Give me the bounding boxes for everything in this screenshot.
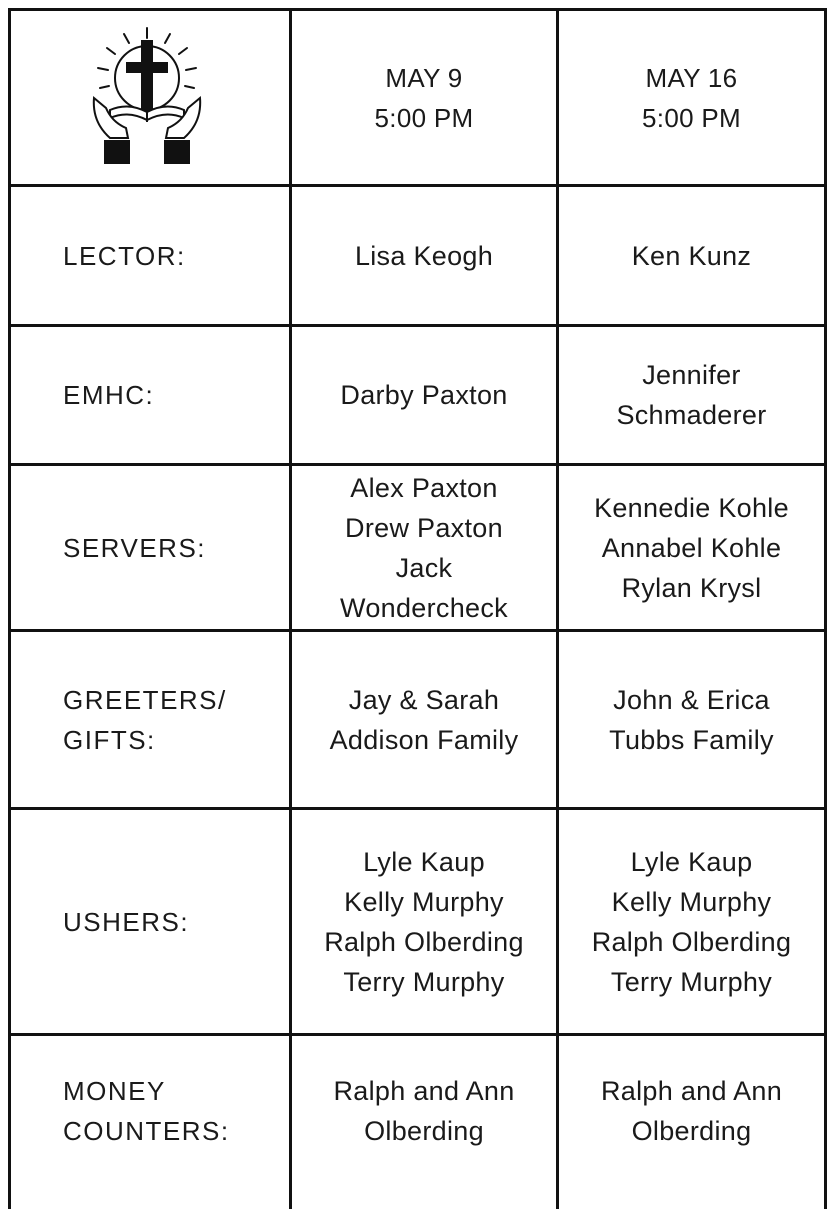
name-text: Ralph Olberding	[591, 926, 792, 957]
row-label-lector	[11, 187, 289, 324]
name-text: Olberding	[364, 1116, 484, 1146]
label-text: GREETERS/	[63, 684, 227, 715]
emhc-may9	[292, 327, 556, 463]
servers-may9	[292, 466, 556, 629]
row-label-greeters-gifts	[11, 632, 289, 807]
name-text: Terry Murphy	[343, 966, 505, 997]
row-label-servers	[11, 466, 289, 629]
ushers-may9	[292, 810, 556, 1033]
name-text: Darby Paxton	[340, 380, 508, 410]
name-text: Ralph and Ann	[333, 1076, 515, 1106]
name-text: Jay & Sarah	[348, 684, 500, 715]
name-text: Lyle Kaup	[363, 846, 485, 877]
row-label-money-counters	[11, 1036, 289, 1186]
label-text: GIFTS:	[63, 724, 156, 755]
header-time: 5:00 PM	[374, 102, 474, 133]
name-text: Rylan Krysl	[621, 572, 762, 603]
header-may9	[292, 11, 556, 184]
emhc-may16	[559, 327, 824, 463]
servers-may16	[559, 466, 824, 629]
name-text: Kelly Murphy	[611, 886, 772, 917]
name-text: Jack	[395, 552, 453, 583]
name-text: Alex Paxton	[350, 472, 498, 503]
name-text: Olberding	[631, 1116, 752, 1146]
row-label-emhc	[11, 327, 289, 463]
name-text: Schmaderer	[616, 400, 767, 430]
name-text: Drew Paxton	[345, 512, 503, 543]
greeters-may16	[559, 632, 824, 807]
name-text: Jennifer	[642, 360, 741, 390]
name-text: Terry Murphy	[610, 966, 773, 997]
label-text: EMHC:	[63, 380, 155, 410]
label-text: SERVERS:	[63, 532, 207, 563]
header-date: MAY 9	[385, 62, 463, 93]
cross-bible-hands-icon	[88, 26, 206, 172]
lector-may16	[559, 187, 824, 324]
name-text: John & Erica	[613, 684, 770, 715]
header-may16	[559, 11, 824, 184]
name-text: Lyle Kaup	[630, 846, 753, 877]
row-label-ushers	[11, 810, 289, 1033]
name-text: Kennedie Kohle	[594, 492, 789, 523]
name-text: Annabel Kohle	[601, 532, 782, 563]
greeters-may9	[292, 632, 556, 807]
name-text: Wondercheck	[340, 592, 508, 623]
label-text: USHERS:	[63, 906, 190, 937]
label-text: COUNTERS:	[63, 1116, 230, 1146]
header-time: 5:00 PM	[642, 102, 741, 133]
name-text: Ken Kunz	[631, 240, 752, 271]
name-text: Lisa Keogh	[354, 240, 494, 271]
name-text: Kelly Murphy	[344, 886, 504, 917]
lector-may9	[292, 187, 556, 324]
money-counters-may16	[559, 1036, 824, 1186]
name-text: Ralph Olberding	[324, 926, 524, 957]
ushers-may16	[559, 810, 824, 1033]
name-text: Addison Family	[329, 724, 519, 755]
label-text: LECTOR:	[63, 240, 186, 271]
header-date: MAY 16	[645, 62, 738, 93]
name-text: Ralph and Ann	[600, 1076, 783, 1106]
money-counters-may9	[292, 1036, 556, 1186]
label-text: MONEY	[63, 1076, 166, 1106]
name-text: Tubbs Family	[609, 724, 774, 755]
